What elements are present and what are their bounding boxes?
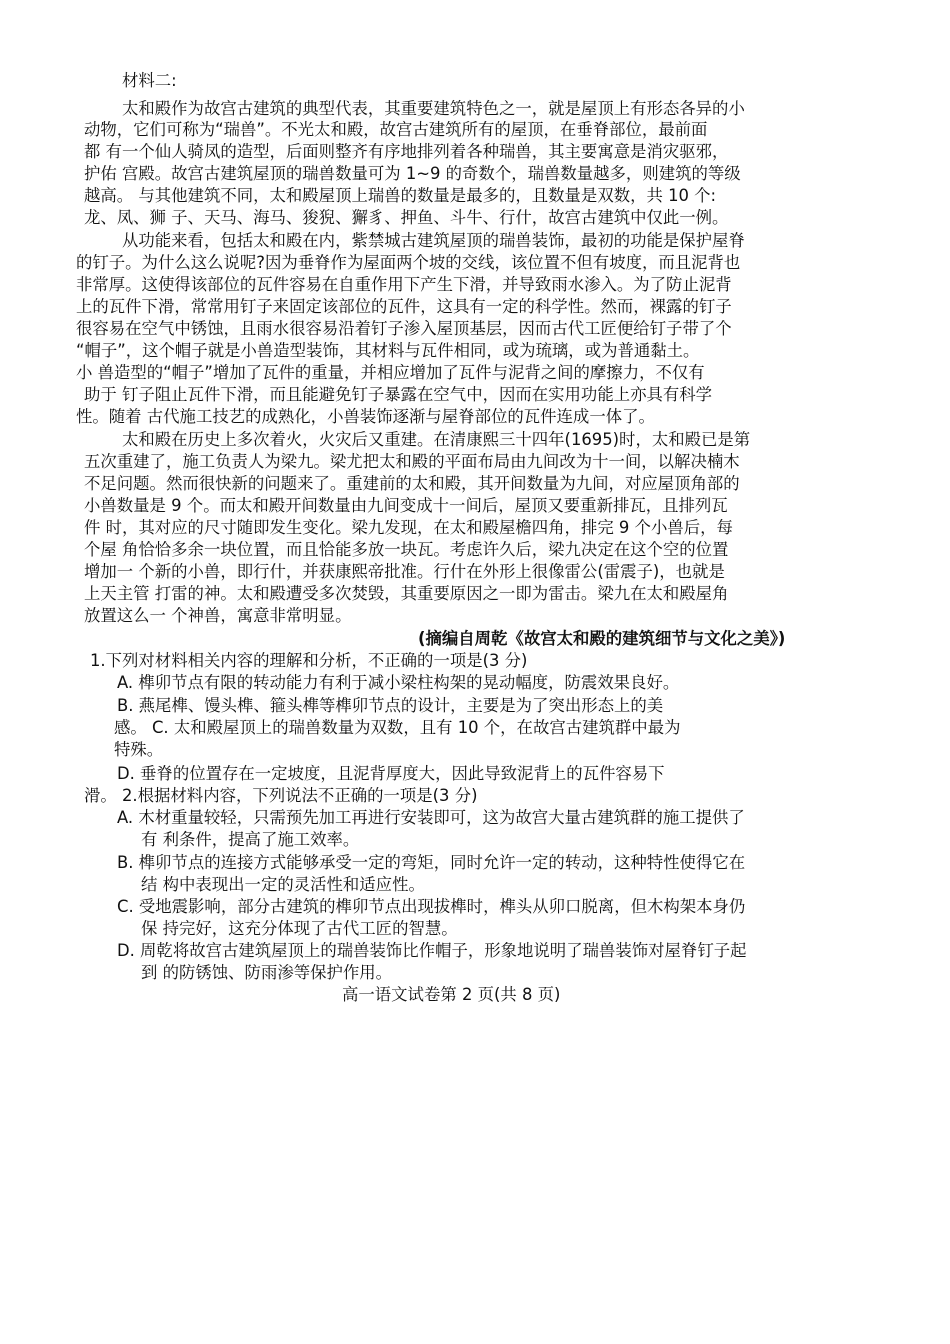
page-footer: 高一语文试卷第 2 页(共 8 页) <box>342 985 561 1004</box>
q2-option-b: 结 构中表现出一定的灵活性和适应性。 <box>141 875 425 894</box>
paragraph-1-line: 护佑 宫殿。故宫古建筑屋顶的瑞兽数量可为 1~9 的奇数个，瑞兽数量越多，则建筑的等级 <box>84 164 741 183</box>
q1-option-a: A. 榫卯节点有限的转动能力有利于减小梁柱构架的晃动幅度，防震效果良好。 <box>117 673 680 692</box>
paragraph-2-line: 从功能来看，包括太和殿在内，紫禁城古建筑屋顶的瑞兽装饰，最初的功能是保护屋脊 <box>122 231 745 250</box>
paragraph-3-line: 件 时，其对应的尺寸随即发生变化。梁九发现，在太和殿屋檐四角，排完 9 个小兽后，每 <box>84 518 733 537</box>
paragraph-3-line: 增加一 个新的小兽，即行什，并获康熙帝批准。行什在外形上很像雷公(雷震子)，也就是 <box>84 562 725 581</box>
material-heading: 材料二: <box>122 71 177 90</box>
q2-option-a: 有 利条件，提高了施工效率。 <box>141 830 360 849</box>
q1-option-c: 特殊。 <box>114 740 164 759</box>
paragraph-1-line: 太和殿作为故宫古建筑的典型代表，其重要建筑特色之一，就是屋顶上有形态各异的小 <box>122 99 745 118</box>
q1-option-d-q2-stem: 滑。 2.根据材料内容，下列说法不正确的一项是(3 分) <box>84 786 478 805</box>
paragraph-3-line: 不足问题。然而很快新的问题来了。重建前的太和殿，其开间数量为九间，对应屋顶角部的 <box>84 474 740 493</box>
paragraph-2-line: 小 兽造型的“帽子”增加了瓦件的重量，并相应增加了瓦件与泥背之间的摩擦力，不仅有 <box>76 363 705 382</box>
paragraph-3-line: 五次重建了，施工负责人为梁九。梁尤把太和殿的平面布局由九间改为十一间，以解决楠木 <box>84 452 740 471</box>
paragraph-2-line: 很容易在空气中锈蚀，且雨水很容易沿着钉子渗入屋顶基层，因而古代工匠便给钉子带了个 <box>76 319 732 338</box>
q1-option-d: D. 垂脊的位置存在一定坡度，且泥背厚度大，因此导致泥背上的瓦件容易下 <box>117 764 665 783</box>
paragraph-3-line: 放置这么一 个神兽，寓意非常明显。 <box>84 606 352 625</box>
paragraph-3-line: 小兽数量是 9 个。而太和殿开间数量由九间变成十一间后，屋顶又要重新排瓦，且排列瓦 <box>84 496 728 515</box>
paragraph-2-line: 助于 钉子阻止瓦件下滑，而且能避免钉子暴露在空气中，因而在实用功能上亦具有科学 <box>84 385 713 404</box>
source-citation: (摘编自周乾《故宫太和殿的建筑细节与文化之美》) <box>418 629 786 648</box>
q2-option-a: A. 木材重量较轻，只需预先加工再进行安装即可，这为故宫大量古建筑群的施工提供了 <box>117 808 745 827</box>
paragraph-1-line: 龙、凤、狮 子、天马、海马、狻猊、獬豸、押鱼、斗牛、行什，故宫古建筑中仅此一例。 <box>84 208 729 227</box>
paragraph-2-line: 非常厚。这使得该部位的瓦件容易在自重作用下产生下滑，并导致雨水渗入。为了防止泥背 <box>76 275 732 294</box>
paragraph-3-line: 个屋 角恰恰多余一块位置，而且恰能多放一块瓦。考虑许久后，梁九决定在这个空的位置 <box>84 540 729 559</box>
paragraph-2-line: 性。随着 古代施工技艺的成熟化，小兽装饰逐渐与屋脊部位的瓦件连成一体了。 <box>76 407 655 426</box>
paragraph-3-line: 太和殿在历史上多次着火，火灾后又重建。在清康熙三十四年(1695)时，太和殿已是第 <box>122 430 751 449</box>
q1-option-b-c: 感。 C. 太和殿屋顶上的瑞兽数量为双数，且有 10 个，在故宫古建筑群中最为 <box>114 718 681 737</box>
q2-option-b: B. 榫卯节点的连接方式能够承受一定的弯矩，同时允许一定的转动，这种特性使得它在 <box>117 853 746 872</box>
paragraph-2-line: “帽子”，这个帽子就是小兽造型装饰，其材料与瓦件相同，或为琉璃，或为普通黏土。 <box>76 341 700 360</box>
paragraph-1-line: 动物，它们可称为“瑞兽”。不光太和殿，故宫古建筑所有的屋顶，在垂脊部位，最前面 <box>84 120 708 139</box>
q2-option-c: C. 受地震影响，部分古建筑的榫卯节点出现拔榫时，榫头从卯口脱离，但木构架本身仍 <box>117 897 746 916</box>
paragraph-2-line: 的钉子。为什么这么说呢?因为垂脊作为屋面两个坡的交线，该位置不但有坡度，而且泥背也 <box>76 253 741 272</box>
question-1-stem: 1.下列对材料相关内容的理解和分析，不正确的一项是(3 分) <box>90 651 528 670</box>
paragraph-1-line: 越高。 与其他建筑不同，太和殿屋顶上瑞兽的数量是最多的，且数量是双数，共 10 个: <box>84 186 717 205</box>
paragraph-1-line: 都 有一个仙人骑凤的造型，后面则整齐有序地排列着各种瑞兽，其主要寓意是消灾驱邪， <box>84 142 729 161</box>
paragraph-2-line: 上的瓦件下滑，常常用钉子来固定该部位的瓦件，这具有一定的科学性。然而，裸露的钉子 <box>76 297 732 316</box>
q2-option-c: 保 持完好，这充分体现了古代工匠的智慧。 <box>141 919 458 938</box>
paragraph-3-line: 上天主管 打雷的神。太和殿遭受多次焚毁，其重要原因之一即为雷击。梁九在太和殿屋角 <box>84 584 729 603</box>
q2-option-d: 到 的防锈蚀、防雨渗等保护作用。 <box>141 963 393 982</box>
q2-option-d: D. 周乾将故宫古建筑屋顶上的瑞兽装饰比作帽子，形象地说明了瑞兽装饰对屋脊钉子起 <box>117 941 747 960</box>
q1-option-b: B. 燕尾榫、馒头榫、箍头榫等榫卯节点的设计，主要是为了突出形态上的美 <box>117 696 664 715</box>
